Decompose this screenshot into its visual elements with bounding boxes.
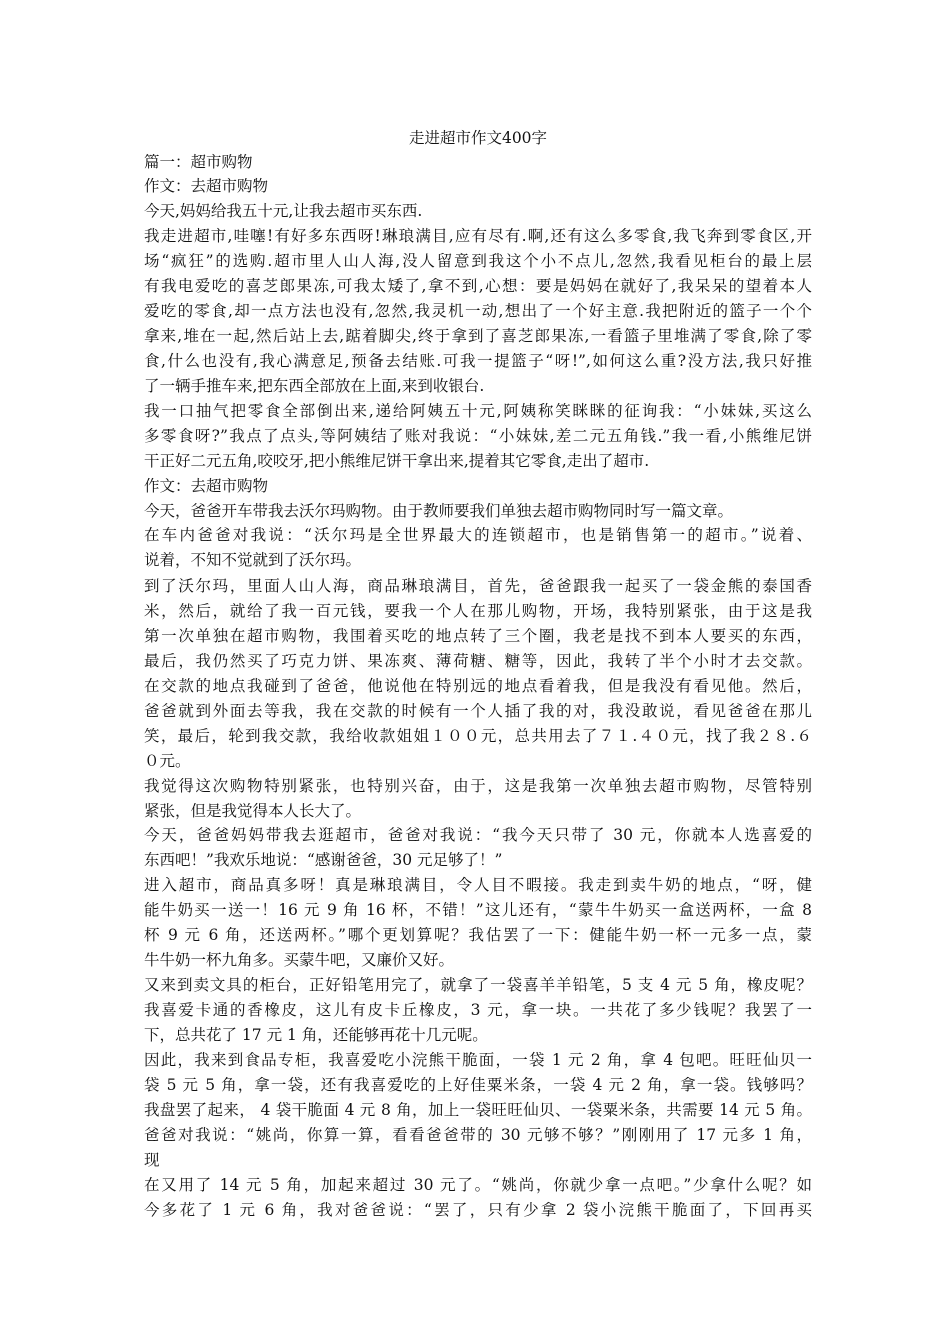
text-line: 爸爸对我说：“姚尚，你算一算，看看爸爸带的 30 元够不够？”刚刚用了 17 元多 1 角，: [144, 1126, 812, 1144]
text-line: 到了沃尔玛，里面人山人海，商品琳琅满目，首先，爸爸跟我一起买了一袋金熊的泰国香: [144, 577, 812, 595]
text-line: 说着，不知不觉就到了沃尔玛。: [144, 551, 362, 569]
text-line: 第一次单独在超市购物，我围着买吃的地点转了三个圈，我老是找不到本人要买的东西，: [144, 627, 812, 645]
text-line: 又来到卖文具的柜台，正好铅笔用完了，就拿了一袋喜羊羊铅笔，5 支 4 元 5 角，橡皮呢？: [144, 976, 812, 994]
text-line: 我盘罢了起来， 4 袋干脆面 4 元 8 角，加上一袋旺旺仙贝、一袋粟米条，共需要 14 元 5 角。: [144, 1101, 812, 1119]
text-line: 米，然后，就给了我一百元钱，要我一个人在那儿购物，开场，我特别紧张，由于这是我: [144, 602, 812, 620]
text-line: 今天，爸爸开车带我去沃尔玛购物。由于教师要我们单独去超市购物同时写一篇文章。: [144, 502, 734, 520]
document-title: 走进超市作文400字: [408, 129, 548, 147]
text-line: 干正好二元五角,咬咬牙,把小熊维尼饼干拿出来,提着其它零食,走出了超市.: [144, 452, 650, 470]
text-line: 作文：去超市购物: [144, 177, 269, 195]
text-line: 我喜爱卡通的香橡皮，这儿有皮卡丘橡皮，3 元，拿一块。一共花了多少钱呢？我罢了一: [144, 1001, 812, 1019]
text-line: 多零食呀?”我点了点头,等阿姨结了账对我说：“小妹妹,差二元五角钱.”我一看,小熊维尼饼: [144, 427, 812, 445]
text-line: 篇一：超市购物: [144, 153, 253, 171]
text-line: 我觉得这次购物特别紧张，也特别兴奋，由于，这是我第一次单独去超市购物，尽管特别: [144, 777, 812, 795]
text-line: 了一辆手推车来,把东西全部放在上面,来到收银台.: [144, 377, 485, 395]
text-line: 有我电爱吃的喜芝郎果冻,可我太矮了,拿不到,心想：要是妈妈在就好了,我呆呆的望着本人: [144, 277, 812, 295]
text-line: ０元。: [144, 752, 191, 770]
text-line: 最后，我仍然买了巧克力饼、果冻爽、薄荷糖、糖等，因此，我转了半个小时才去交款。: [144, 652, 812, 670]
text-line: 下，总共花了 17 元 1 角，还能够再花十几元呢。: [144, 1026, 488, 1044]
text-line: 拿来,堆在一起,然后站上去,踮着脚尖,终于拿到了喜芝郎果冻,一看篮子里堆满了零食,除了零: [144, 327, 812, 345]
text-line: 爸爸就到外面去等我，我在交款的时候有一个人插了我的对，我没敢说，看见爸爸在那儿: [144, 702, 812, 720]
text-line: 作文：去超市购物: [144, 477, 269, 495]
text-line: 因此，我来到食品专柜，我喜爱吃小浣熊干脆面，一袋 1 元 2 角，拿 4 包吧。旺旺仙贝一: [144, 1051, 812, 1069]
text-line: 东西吧！”我欢乐地说：“感谢爸爸，30 元足够了！”: [144, 851, 503, 869]
text-line: 在又用了 14 元 5 角，加起来超过 30 元了。“姚尚，你就少拿一点吧。”少拿什么呢？如: [144, 1176, 812, 1194]
text-line: 今天,妈妈给我五十元,让我去超市买东西.: [144, 202, 423, 220]
text-line: 我走进超市,哇噻!有好多东西呀!琳琅满目,应有尽有.啊,还有这么多零食,我飞奔到零食区,开: [144, 227, 812, 245]
text-line: 能牛奶买一送一！16 元 9 角 16 杯，不错！”这儿还有，“蒙牛牛奶买一盒送两杯，一盒 8: [144, 901, 812, 919]
text-line: 在车内爸爸对我说：“沃尔玛是全世界最大的连锁超市，也是销售第一的超市。”说着、: [144, 526, 812, 544]
text-line: 现: [144, 1151, 160, 1169]
text-line: 今天，爸爸妈妈带我去逛超市，爸爸对我说：“我今天只带了 30 元，你就本人选喜爱的: [144, 826, 812, 844]
text-line: 紧张，但是我觉得本人长大了。: [144, 802, 362, 820]
text-line: 爱吃的零食,却一点方法也没有,忽然,我灵机一动,想出了一个好主意.我把附近的篮子一个个: [144, 302, 812, 320]
text-line: 今多花了 1 元 6 角，我对爸爸说：“罢了，只有少拿 2 袋小浣熊干脆面了，下回再买: [144, 1201, 812, 1219]
text-line: 食,什么也没有,我心满意足,预备去结账.可我一提篮子“呀!”,如何这么重?没方法,我只好推: [144, 352, 812, 370]
text-line: 我一口抽气把零食全部倒出来,递给阿姨五十元,阿姨称笑眯眯的征询我：“小妹妹,买这么: [144, 402, 812, 420]
text-line: 场“疯狂”的选购.超市里人山人海,没人留意到我这个小不点儿,忽然,我看见柜台的最上层: [144, 252, 812, 270]
text-line: 杯 9 元 6 角，还送两杯。”哪个更划算呢？我估罢了一下：健能牛奶一杯一元多一点，蒙: [144, 926, 812, 944]
text-line: 在交款的地点我碰到了爸爸，他说他在特别远的地点看着我，但是我没有看见他。然后，: [144, 677, 812, 695]
text-line: 牛牛奶一杯九角多。买蒙牛吧，又廉价又好。: [144, 951, 455, 969]
text-line: 进入超市，商品真多呀！真是琳琅满目，令人目不暇接。我走到卖牛奶的地点，“呀，健: [144, 876, 812, 894]
text-line: 笑，最后，轮到我交款，我给收款姐姐１００元，总共用去了７１.４０元，找了我２８.６: [144, 727, 812, 745]
text-line: 袋 5 元 5 角，拿一袋，还有我喜爱吃的上好佳粟米条，一袋 4 元 2 角，拿一袋。钱够吗？: [144, 1076, 812, 1094]
